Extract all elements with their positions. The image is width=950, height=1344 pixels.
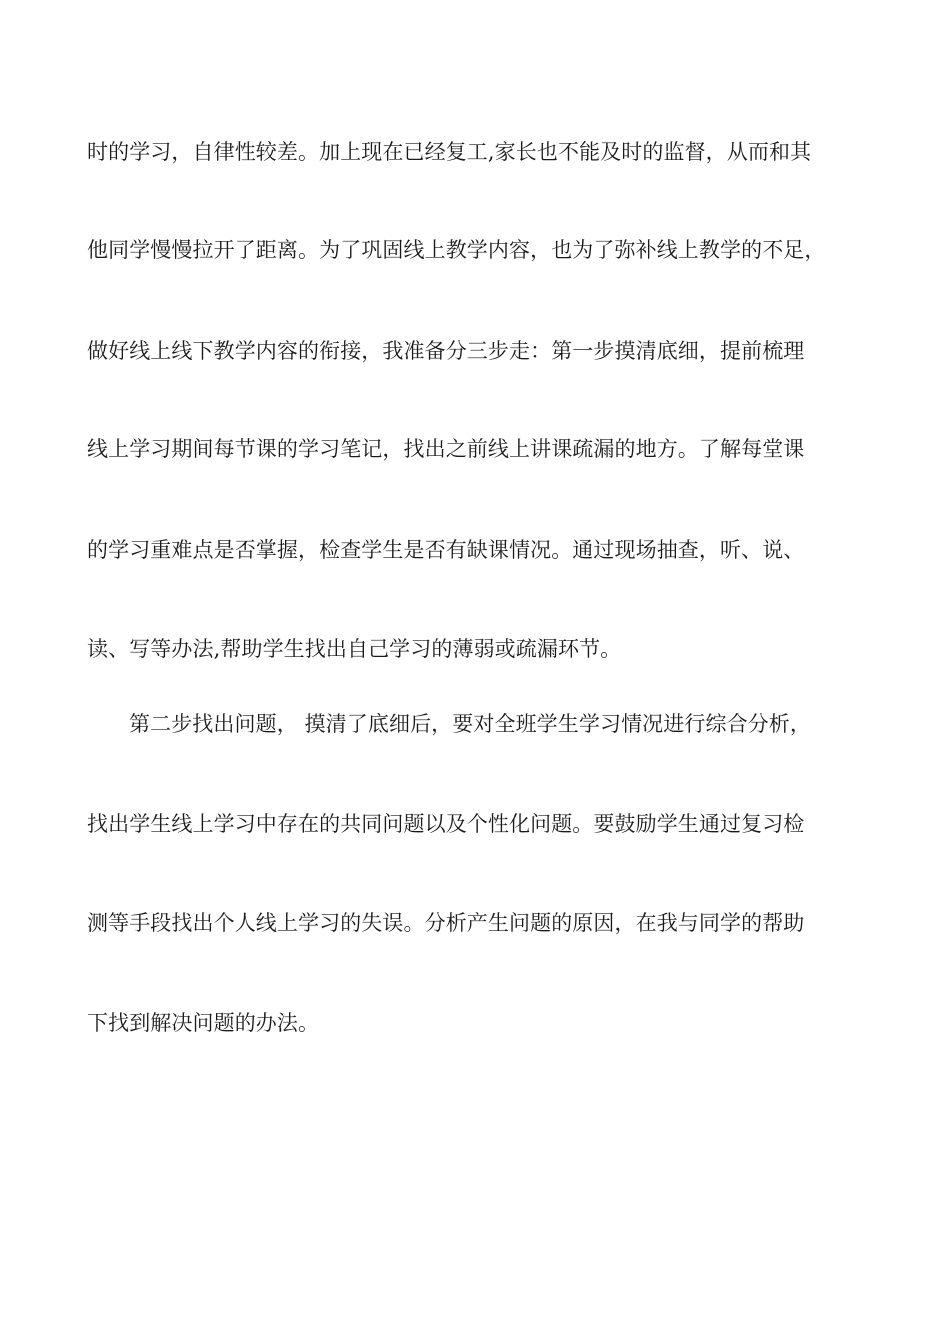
- paragraph-1-line-5: 的学习重难点是否掌握，检查学生是否有缺课情况。通过现场抽查，听、说、: [87, 538, 805, 562]
- paragraph-1-line-3: 做好线上线下教学内容的衔接，我准备分三步走：第一步摸清底细，提前梳理: [87, 339, 805, 363]
- paragraph-1-line-1: 时的学习，自律性较差。加上现在已经复工,家长也不能及时的监督，从而和其: [87, 140, 812, 164]
- paragraph-1-line-2: 他同学慢慢拉开了距离。为了巩固线上教学内容，也为了弥补线上教学的不足，: [87, 238, 826, 262]
- paragraph-2-line-3: 测等手段找出个人线上学习的失误。分析产生问题的原因，在我与同学的帮助: [87, 911, 805, 935]
- paragraph-2-line-2: 找出学生线上学习中存在的共同问题以及个性化问题。要鼓励学生通过复习检: [87, 812, 805, 836]
- paragraph-1-line-4: 线上学习期间每节课的学习笔记，找出之前线上讲课疏漏的地方。了解每堂课: [87, 437, 805, 461]
- paragraph-2-line-1: 第二步找出问题， 摸清了底细后，要对全班学生学习情况进行综合分析，: [129, 712, 811, 736]
- paragraph-1-line-6: 读、写等办法,帮助学生找出自己学习的薄弱或疏漏环节。: [87, 637, 622, 661]
- paragraph-2-line-4: 下找到解决问题的办法。: [87, 1011, 320, 1035]
